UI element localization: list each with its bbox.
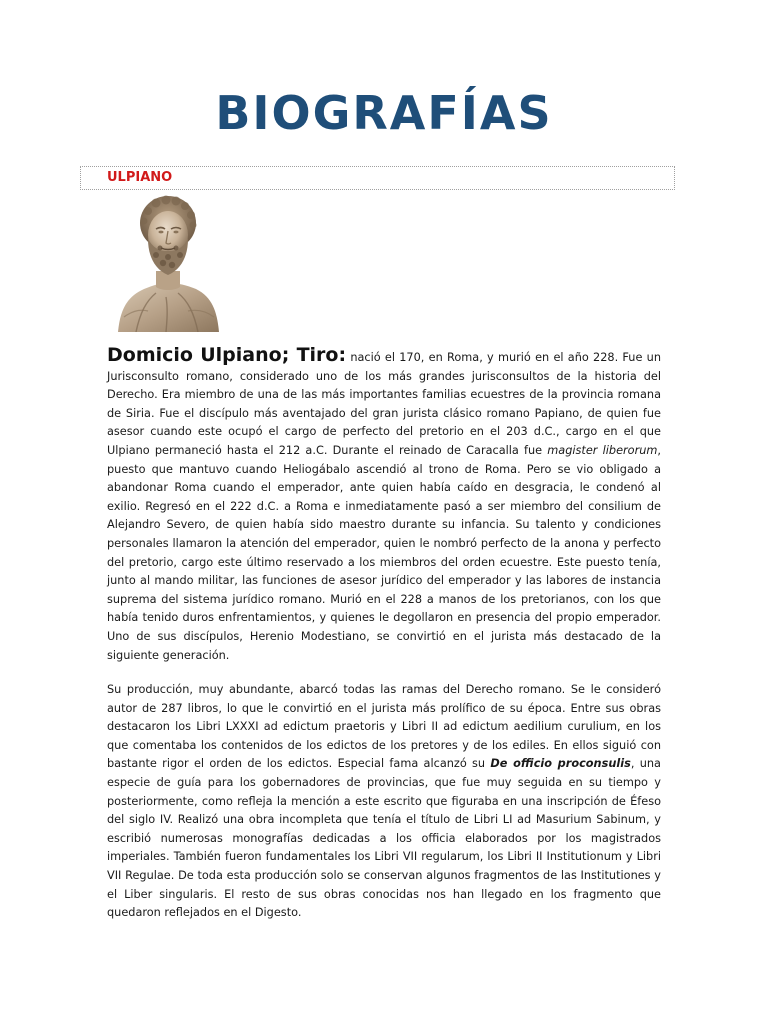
lead-name: Domicio Ulpiano; Tiro: [107,344,347,366]
bust-image [116,193,220,332]
paragraph-1 [107,346,661,665]
paragraph-1-italic: magister liberorum [547,443,658,457]
paragraph-2-text-b: , una especie de guía para los gobernadores de provincias, que fue muy seguida en su tiempo y posteriormente, como refleja la mención a este escrito que figuraba en una inscripción de Éfeso del siglo IV. Realizó una obra incompleta que tenía el título de Libri LI ad Masurium Sabinum, y escribió numerosas monografías dedicadas a los officia elaborados por los magistrados imperiales. También fueron fundamentales los Libri VII regularum, los Libri II Institutionum y Libri VII Regulae. De toda esta producción solo se conservan algunos fragmentos de las Institutiones y el Liber singularis. El resto de sus obras conocidas nos han llegado en los fragmento que quedaron reflejados en el Digesto. [107,757,661,920]
paragraph-1-text-a: nació el 170, en Roma, y murió en el año 228. Fue un Jurisconsulto romano, considerado uno de los más grandes jurisconsultos de la historia del Derecho. Era miembro de una de las más importantes familias ecuestres de la provincia romana de Siria. Fue el discípulo más aventajado del gran jurista clásico romano Papiano, de quien fue asesor cuando este ocupó el cargo de perfecto del pretorio en el 203 d.C., cargo en el que Ulpiano permaneció hasta el 212 a.C. Durante el reinado de Caracalla fue [107,351,661,457]
section-header [80,166,675,190]
biography-content [107,346,661,923]
paragraph-1-text-b: , puesto que mantuvo cuando Heliogábalo ascendió al trono de Roma. Pero se vio obligado a abandonar Roma cuando el emperador, ante quien había caído en desgracia, le condenó al exilio. Regresó en el 222 d.C. a Roma e inmediatamente pasó a ser miembro del consilium de Alejandro Severo, de quien había sido maestro durante su infancia. Su talento y condiciones personales llamaron la atención del emperador, quien le nombró perfecto de la anona y perfecto del pretorio, cargo este último reservado a los miembros del orden ecuestre. Este puesto tenía, junto al mando militar, las funciones de asesor jurídico del emperador y las labores de instancia suprema del sistema jurídico romano. Murió en el 228 a manos de los pretorianos, con los que había tenido duros enfrentamientos, y quienes le degollaron en presencia del propio emperador. Uno de sus discípulos, Herenio Modestiano, se convirtió en el jurista más destacado de la siguiente generación. [107,443,661,662]
paragraph-2-text-a: Su producción, muy abundante, abarcó todas las ramas del Derecho romano. Se le consideró autor de 287 libros, lo que le convirtió en el jurista más prolífico de su época. Entre sus obras destacaron los Libri LXXXI ad edictum praetoris y Libri II ad edictum aedilium curulium, en los que comentaba los contenidos de los edictos de los pretores y de los ediles. En ellos siguió con bastante rigor el orden de los edictos. Especial fama alcanzó su [107,683,661,771]
paragraph-2-bold-italic: De officio proconsulis [490,757,631,771]
section-title: ULPIANO [107,170,173,185]
paragraph-2 [107,681,661,923]
page-title: BIOGRAFÍAS [215,86,553,140]
